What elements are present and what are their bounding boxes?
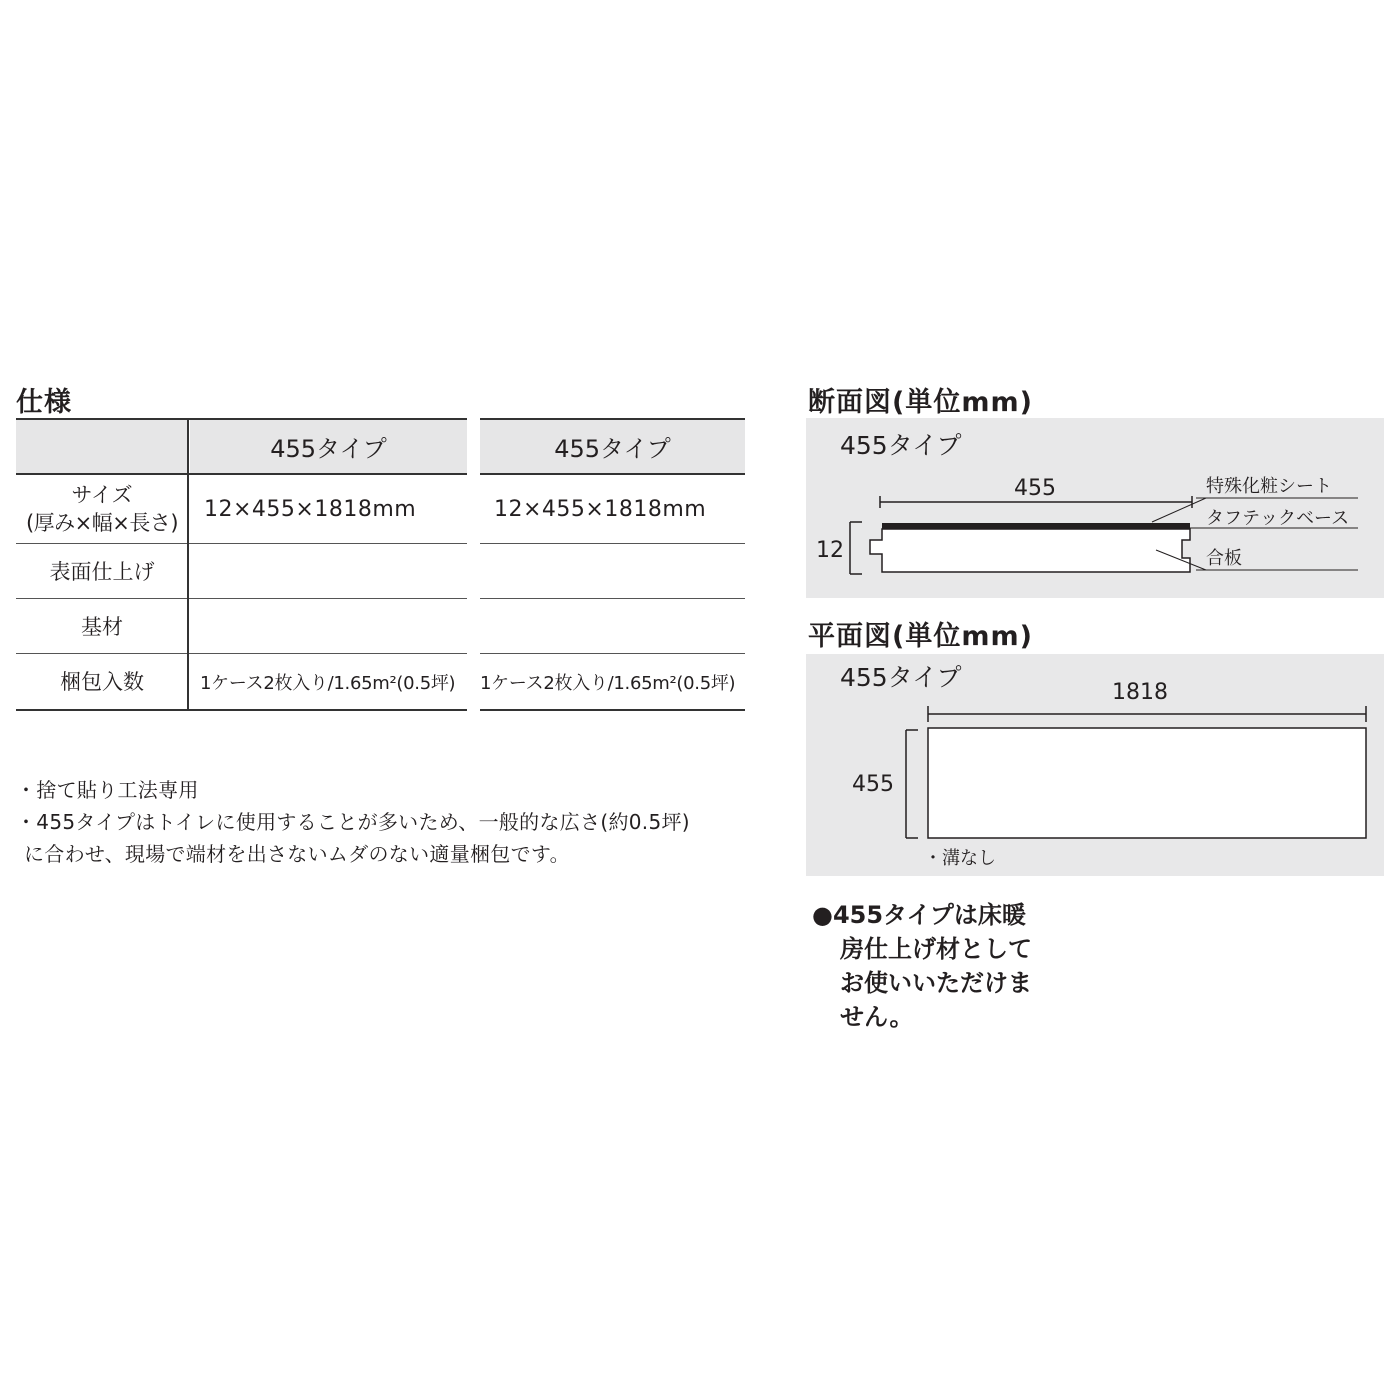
table-rule — [480, 709, 745, 711]
table-rule — [16, 543, 467, 544]
plan-length-dim: 1818 — [1112, 680, 1168, 705]
section-type-label: 455タイプ — [840, 431, 962, 460]
row-label-size-line2: (厚み×幅×長さ) — [25, 511, 179, 535]
row-label-surface: 表面仕上げ — [49, 559, 155, 584]
warning-line: 房仕上げ材として — [840, 935, 1032, 963]
spec-notes — [16, 774, 690, 870]
layer-label-base: タフテックベース — [1206, 508, 1350, 529]
warning-line: ●455タイプは床暖 — [812, 901, 1026, 929]
table-rule — [16, 418, 467, 420]
table-cell — [190, 600, 467, 653]
table-cell: 1ケース2枚入り/1.65m²(0.5坪) — [480, 673, 736, 694]
plan-view-title: 平面図(単位mm) — [808, 621, 1033, 652]
row-label-size — [16, 475, 188, 543]
column-header: 455タイプ — [190, 420, 467, 473]
table-rule — [16, 653, 467, 654]
table-rule — [480, 598, 745, 599]
section-view-title: 断面図(単位mm) — [808, 387, 1033, 418]
plan-view-panel — [806, 654, 1384, 876]
row-label-packing: 梱包入数 — [60, 670, 144, 694]
table-rule — [480, 653, 745, 654]
warning-line: せん。 — [840, 1003, 914, 1031]
plan-type-label: 455タイプ — [840, 663, 962, 692]
table-cell — [480, 600, 745, 653]
column-header: 455タイプ — [480, 420, 745, 473]
plan-width-dim: 455 — [852, 772, 894, 797]
warning-line: お使いいただけま — [840, 969, 1032, 997]
section-drawing — [806, 418, 1384, 598]
table-cell: 12×455×1818mm — [204, 496, 417, 522]
section-thickness-dim: 12 — [816, 538, 844, 563]
plan-note: ・溝なし — [924, 848, 996, 869]
section-view-panel — [806, 418, 1384, 598]
width-dimension-line — [880, 496, 1192, 508]
table-rule — [16, 473, 467, 475]
header-corner — [16, 420, 188, 473]
table-rule — [187, 418, 189, 711]
table-rule — [16, 598, 467, 599]
row-label-base: 基材 — [81, 614, 123, 639]
table-cell: 1ケース2枚入り/1.65m²(0.5坪) — [200, 673, 456, 694]
thickness-dimension-line — [850, 522, 862, 574]
layer-label-plywood: 合板 — [1206, 548, 1242, 569]
board-plan-outline — [928, 728, 1366, 838]
table-rule — [480, 473, 745, 475]
spec-title: 仕様 — [16, 387, 72, 418]
table-cell — [480, 545, 745, 598]
table-cell: 12×455×1818mm — [494, 496, 707, 522]
length-dimension-line — [928, 706, 1366, 722]
table-rule — [480, 418, 745, 420]
layer-label-sheet: 特殊化粧シート — [1206, 476, 1332, 497]
note-line: ・捨て貼り工法専用 — [16, 778, 199, 802]
board-profile — [870, 523, 1190, 572]
table-cell — [190, 545, 467, 598]
table-rule — [480, 543, 745, 544]
section-width-dim: 455 — [1014, 476, 1056, 501]
row-label-size-line1: サイズ — [71, 483, 133, 507]
table-rule — [16, 709, 467, 711]
floor-heating-warning — [812, 898, 1032, 1034]
width-dimension-line — [906, 730, 918, 838]
plan-drawing — [806, 654, 1384, 876]
note-line: に合わせ、現場で端材を出さないムダのない適量梱包です。 — [24, 842, 570, 866]
note-line: ・455タイプはトイレに使用することが多いため、一般的な広さ(約0.5坪) — [16, 810, 690, 834]
